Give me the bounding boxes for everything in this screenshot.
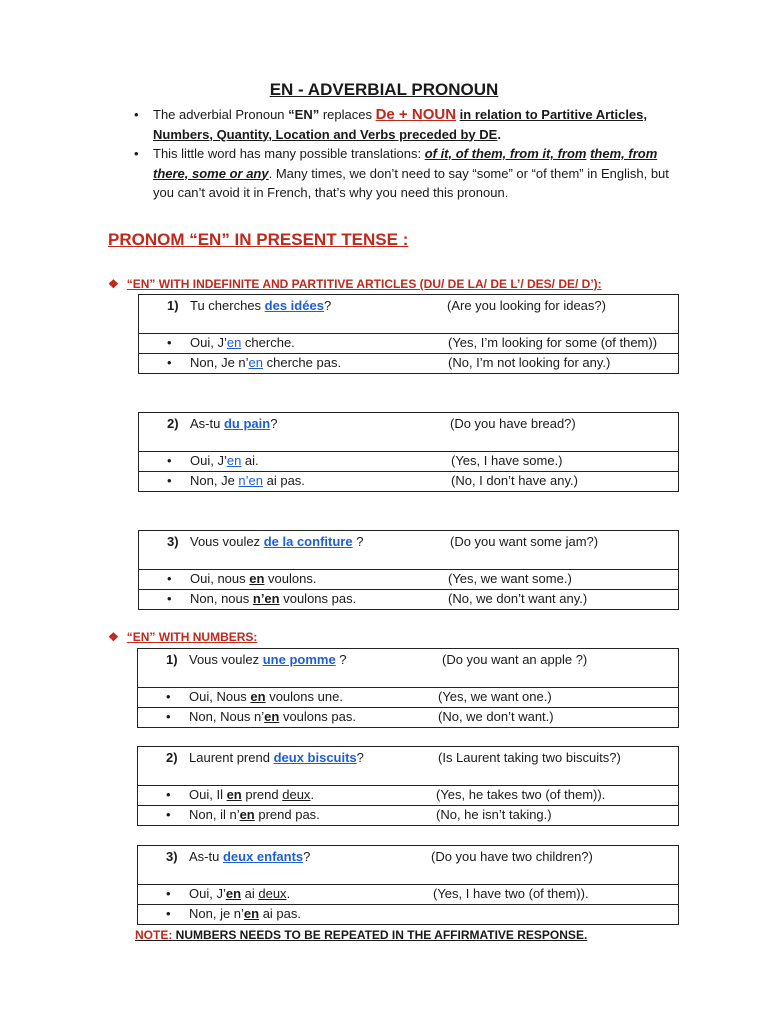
answer-translation: (Yes, I’m looking for some (of them)) xyxy=(448,335,658,350)
answer-keyword: en xyxy=(226,787,242,802)
question-number: 1) xyxy=(166,652,178,667)
question-row xyxy=(138,649,678,688)
question-text: As-tu xyxy=(189,849,223,864)
answer-translation: (No, we don’t want.) xyxy=(438,709,554,724)
example-box xyxy=(137,648,679,728)
bullet-icon: • xyxy=(166,787,171,802)
answer-row xyxy=(138,805,678,825)
answer-french xyxy=(190,453,259,468)
answer-text: Oui, J’ xyxy=(190,335,227,350)
question-row xyxy=(139,413,678,452)
answer-keyword: en xyxy=(225,886,242,901)
question-number: 3) xyxy=(167,534,179,549)
question-keyword: du pain xyxy=(223,416,271,431)
question-keyword: de la confiture xyxy=(263,534,353,549)
question-text: Vous voulez xyxy=(189,652,263,667)
answer-text: . xyxy=(310,787,315,802)
answer-keyword: n’en xyxy=(252,591,280,606)
intro-text: replaces xyxy=(319,107,376,122)
page-title: EN - ADVERBIAL PRONOUN xyxy=(269,80,499,99)
answer-text: ai pas. xyxy=(259,906,302,921)
answer-row xyxy=(139,353,678,373)
question-french xyxy=(190,298,331,313)
example-box xyxy=(137,845,679,925)
answer-row xyxy=(138,904,678,924)
intro-list xyxy=(134,105,679,203)
intro-highlight: De + NOUN xyxy=(375,106,457,123)
bullet-icon: • xyxy=(167,453,172,468)
bullet-icon: • xyxy=(166,689,171,704)
answer-translation: (Yes, he takes two (of them)). xyxy=(436,787,606,802)
question-number: 2) xyxy=(167,416,179,431)
question-number: 2) xyxy=(166,750,178,765)
intro-text: . xyxy=(497,126,501,142)
answer-french xyxy=(190,473,305,488)
bullet-icon: • xyxy=(134,107,139,122)
answer-french xyxy=(189,787,314,802)
answer-text: Non, Je n’ xyxy=(190,355,249,370)
answer-keyword: n’en xyxy=(238,473,263,488)
bullet-icon: • xyxy=(166,886,171,901)
question-keyword: une pomme xyxy=(262,652,336,667)
answer-keyword: en xyxy=(226,335,242,350)
answer-keyword: en xyxy=(239,807,255,822)
answer-keyword: en xyxy=(250,689,266,704)
answer-translation: (No, I don’t have any.) xyxy=(451,473,578,488)
question-text: Laurent prend xyxy=(189,750,274,765)
question-number: 3) xyxy=(166,849,178,864)
question-french xyxy=(190,416,277,431)
answer-keyword: deux xyxy=(282,787,311,802)
intro-text: . Many times, we don’t need to say “some” or “of them” in English, but you can’t avoid it in French, that’s why you need this pronoun. xyxy=(153,165,669,200)
question-translation: (Do you have bread?) xyxy=(450,416,576,431)
question-keyword: deux biscuits xyxy=(273,750,357,765)
example-box xyxy=(137,746,679,826)
question-translation: (Do you want an apple ?) xyxy=(442,652,588,667)
answer-text: prend pas. xyxy=(254,807,320,822)
answer-translation: (Yes, I have two (of them)). xyxy=(433,886,589,901)
answer-translation: (No, we don’t want any.) xyxy=(448,591,588,606)
answer-translation: (Yes, we want some.) xyxy=(448,571,572,586)
answer-row xyxy=(138,707,678,727)
answer-translation: (Yes, we want one.) xyxy=(438,689,552,704)
answer-french xyxy=(190,571,316,586)
question-row xyxy=(139,531,678,570)
answer-text: Oui, J’ xyxy=(189,886,226,901)
intro-text: The adverbial Pronoun xyxy=(153,107,289,122)
bullet-icon: • xyxy=(167,355,172,370)
intro-highlight: them, from there, some or any xyxy=(153,146,658,181)
intro-highlight: in relation to Partitive Articles, Numbers, Quantity, Location and Verbs preceded by DE xyxy=(153,107,648,142)
answer-row xyxy=(139,471,678,491)
subheading-text: “EN” WITH NUMBERS: xyxy=(126,630,258,644)
answer-text: . xyxy=(286,886,291,901)
answer-translation: (No, he isn’t taking.) xyxy=(436,807,552,822)
answer-keyword: en xyxy=(226,453,242,468)
answer-translation: (No, I’m not looking for any.) xyxy=(448,355,611,370)
answer-text: voulons une. xyxy=(265,689,343,704)
intro-text: This little word has many possible translations: xyxy=(153,146,425,161)
answer-french xyxy=(190,335,295,350)
answer-text: Oui, Il xyxy=(189,787,227,802)
note xyxy=(135,928,587,942)
question-translation: (Are you looking for ideas?) xyxy=(447,298,606,313)
bullet-icon: • xyxy=(167,571,172,586)
answer-text: Non, Je xyxy=(190,473,239,488)
answer-text: Oui, nous xyxy=(190,571,250,586)
answer-text: cherche. xyxy=(241,335,295,350)
subheading-articles xyxy=(108,277,602,291)
question-row xyxy=(138,747,678,786)
answer-text: prend xyxy=(241,787,283,802)
answer-translation: (Yes, I have some.) xyxy=(451,453,563,468)
answer-french xyxy=(190,355,341,370)
question-french xyxy=(189,849,310,864)
note-text: NUMBERS NEEDS TO BE REPEATED IN THE AFFIRMATIVE RESPONSE. xyxy=(172,928,588,942)
bullet-icon: • xyxy=(166,906,171,921)
answer-french xyxy=(190,591,356,606)
answer-row xyxy=(138,785,678,806)
answer-row xyxy=(139,451,678,472)
answer-text: voulons pas. xyxy=(279,709,356,724)
bullet-icon: • xyxy=(167,591,172,606)
question-text: ? xyxy=(323,298,332,313)
question-french xyxy=(190,534,363,549)
question-row xyxy=(139,295,678,334)
bullet-icon: • xyxy=(134,146,139,161)
answer-text: Non, il n’ xyxy=(189,807,240,822)
question-text: ? xyxy=(335,652,347,667)
subheading-numbers xyxy=(108,630,257,644)
answer-french xyxy=(189,906,301,921)
answer-text: ai pas. xyxy=(263,473,305,488)
question-translation: (Do you have two children?) xyxy=(431,849,593,864)
example-box xyxy=(138,294,679,374)
answer-text: cherche pas. xyxy=(263,355,342,370)
question-text: As-tu xyxy=(190,416,224,431)
answer-keyword: deux xyxy=(258,886,287,901)
bullet-icon: • xyxy=(167,335,172,350)
answer-text: Oui, Nous xyxy=(189,689,251,704)
question-keyword: deux enfants xyxy=(222,849,304,864)
intro-text: “EN” xyxy=(288,107,320,122)
question-translation: (Do you want some jam?) xyxy=(450,534,599,549)
question-text: ? xyxy=(352,534,364,549)
answer-keyword: en xyxy=(249,571,265,586)
intro-item-2 xyxy=(134,144,679,203)
answer-french xyxy=(189,807,320,822)
question-text: Tu cherches xyxy=(190,298,265,313)
answer-text: Non, je n’ xyxy=(189,906,244,921)
example-box xyxy=(138,412,679,492)
question-text: ? xyxy=(356,750,364,765)
answer-text: ai. xyxy=(241,453,259,468)
example-box xyxy=(138,530,679,610)
bullet-icon: • xyxy=(166,807,171,822)
section-heading: PRONOM “EN” IN PRESENT TENSE : xyxy=(108,230,409,249)
diamond-bullet-icon: ❖ xyxy=(108,277,119,291)
answer-french xyxy=(189,689,343,704)
answer-keyword: en xyxy=(248,355,264,370)
question-text: ? xyxy=(303,849,311,864)
answer-french xyxy=(189,886,290,901)
question-number: 1) xyxy=(167,298,179,313)
answer-text: voulons. xyxy=(264,571,317,586)
answer-row xyxy=(139,333,678,354)
answer-text: voulons pas. xyxy=(279,591,357,606)
answer-text: Non, nous xyxy=(190,591,253,606)
note-label: NOTE: xyxy=(135,928,173,942)
question-row xyxy=(138,846,678,885)
subheading-text: “EN” WITH INDEFINITE AND PARTITIVE ARTICLES (DU/ DE LA/ DE L’/ DES/ DE/ D’): xyxy=(126,277,602,291)
question-keyword: des idées xyxy=(264,298,324,313)
answer-keyword: en xyxy=(264,709,280,724)
answer-row xyxy=(138,884,678,905)
answer-keyword: en xyxy=(243,906,260,921)
question-french xyxy=(189,750,364,765)
question-text: Vous voulez xyxy=(190,534,264,549)
answer-row xyxy=(138,687,678,708)
question-text: ? xyxy=(270,416,278,431)
answer-row xyxy=(139,569,678,590)
bullet-icon: • xyxy=(166,709,171,724)
bullet-icon: • xyxy=(167,473,172,488)
diamond-bullet-icon: ❖ xyxy=(108,630,119,644)
question-translation: (Is Laurent taking two biscuits?) xyxy=(438,750,621,765)
answer-row xyxy=(139,589,678,609)
intro-highlight: of it, of them, from it, from xyxy=(424,146,587,161)
answer-french xyxy=(189,709,356,724)
answer-text: ai xyxy=(241,886,259,901)
answer-text: Oui, J’ xyxy=(190,453,227,468)
question-french xyxy=(189,652,347,667)
answer-text: Non, Nous n’ xyxy=(189,709,265,724)
intro-item-1 xyxy=(134,105,679,144)
